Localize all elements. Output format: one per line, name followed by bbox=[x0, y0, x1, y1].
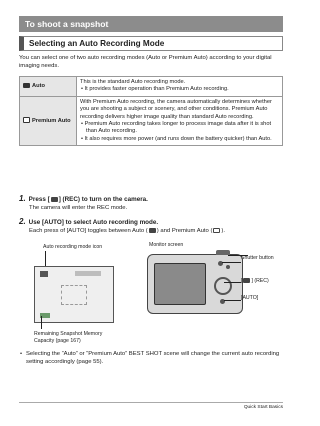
mode-name: Premium Auto bbox=[32, 117, 71, 124]
auto-mode-icon-label: Auto recording mode icon bbox=[43, 244, 103, 250]
mode-name-cell bbox=[20, 96, 77, 145]
mode-bullet: • It also requires more power (and runs down the battery quicker) than Auto. bbox=[81, 135, 272, 142]
table-row bbox=[20, 77, 283, 97]
camera-icon bbox=[149, 228, 156, 233]
table-row bbox=[20, 96, 283, 145]
monitor-screen bbox=[154, 263, 206, 305]
leader-line bbox=[224, 282, 241, 283]
shutter-button-label: Shutter button bbox=[241, 255, 274, 261]
monitor-display-illustration bbox=[34, 266, 114, 323]
footer-rule bbox=[19, 402, 283, 403]
recording-modes-table bbox=[19, 76, 283, 146]
intro-text: You can select one of two auto recording modes (Auto or Premium Auto) according to your digital imaging needs. bbox=[19, 55, 272, 69]
control-dial bbox=[214, 277, 232, 295]
step-2-body: Each press of [AUTO] toggles between Auto ( ) and Premium Auto ( ). bbox=[29, 228, 226, 234]
leader-line bbox=[222, 262, 241, 263]
rec-label: [ ] (REC) bbox=[241, 278, 269, 284]
camera-icon bbox=[51, 197, 58, 202]
auto-label: [AUTO] bbox=[241, 295, 259, 301]
mode-description-cell bbox=[77, 96, 283, 145]
play-button bbox=[226, 265, 230, 269]
premium-auto-icon bbox=[213, 228, 220, 233]
step-1-body: The camera will enter the REC mode. bbox=[29, 205, 128, 211]
subsection-title: Selecting an Auto Recording Mode bbox=[19, 36, 283, 51]
mode-description: With Premium Auto recording, the camera automatically determines whether you are shooting a subject or scenery, and other conditions. Premium Auto recording delivers higher image quality than standard Auto recording. bbox=[80, 98, 272, 120]
premium-auto-icon bbox=[23, 117, 30, 123]
section-title: To shoot a snapshot bbox=[19, 16, 283, 32]
footer-text: Quick Start Basics bbox=[243, 405, 283, 410]
leader-line bbox=[41, 316, 42, 329]
mode-name-cell bbox=[20, 77, 77, 97]
step-2-title: Use [AUTO] to select Auto recording mode. bbox=[28, 219, 159, 226]
camera-icon bbox=[23, 83, 30, 88]
mode-name: Auto bbox=[32, 82, 45, 89]
mode-bullet: • It provides faster operation than Premium Auto recording. bbox=[81, 86, 229, 93]
monitor-screen-label: Monitor screen bbox=[149, 242, 184, 248]
status-bar bbox=[75, 271, 101, 276]
camera-back-illustration bbox=[147, 254, 243, 314]
auto-mode-icon bbox=[40, 271, 48, 277]
camera-icon bbox=[243, 278, 250, 283]
step-2: 2. Use [AUTO] to select Auto recording mode. Each press of [AUTO] toggles between Auto ( ) and Premium Auto ( ). bbox=[19, 218, 283, 235]
step-1: 1. Press [ ] (REC) to turn on the camera. The camera will enter the REC mode. bbox=[19, 195, 283, 212]
focus-frame bbox=[61, 285, 87, 305]
remaining-capacity-label-2: Capacity (page 167) bbox=[34, 338, 81, 344]
mode-bullet: • Premium Auto recording takes longer to process image data after it is shot than Auto recording. bbox=[81, 121, 272, 135]
leader-line bbox=[224, 300, 241, 301]
step-1-title: Press [ ] (REC) to turn on the camera. bbox=[28, 196, 148, 203]
mode-description: This is the standard Auto recording mode. bbox=[80, 79, 186, 85]
mode-description-cell bbox=[77, 77, 283, 97]
remaining-capacity-label-1: Remaining Snapshot Memory bbox=[34, 331, 103, 337]
note-text: • Selecting the “Auto” or “Premium Auto” BEST SHOT scene will change the current auto recording setting accordingly (page 55). bbox=[20, 351, 280, 365]
